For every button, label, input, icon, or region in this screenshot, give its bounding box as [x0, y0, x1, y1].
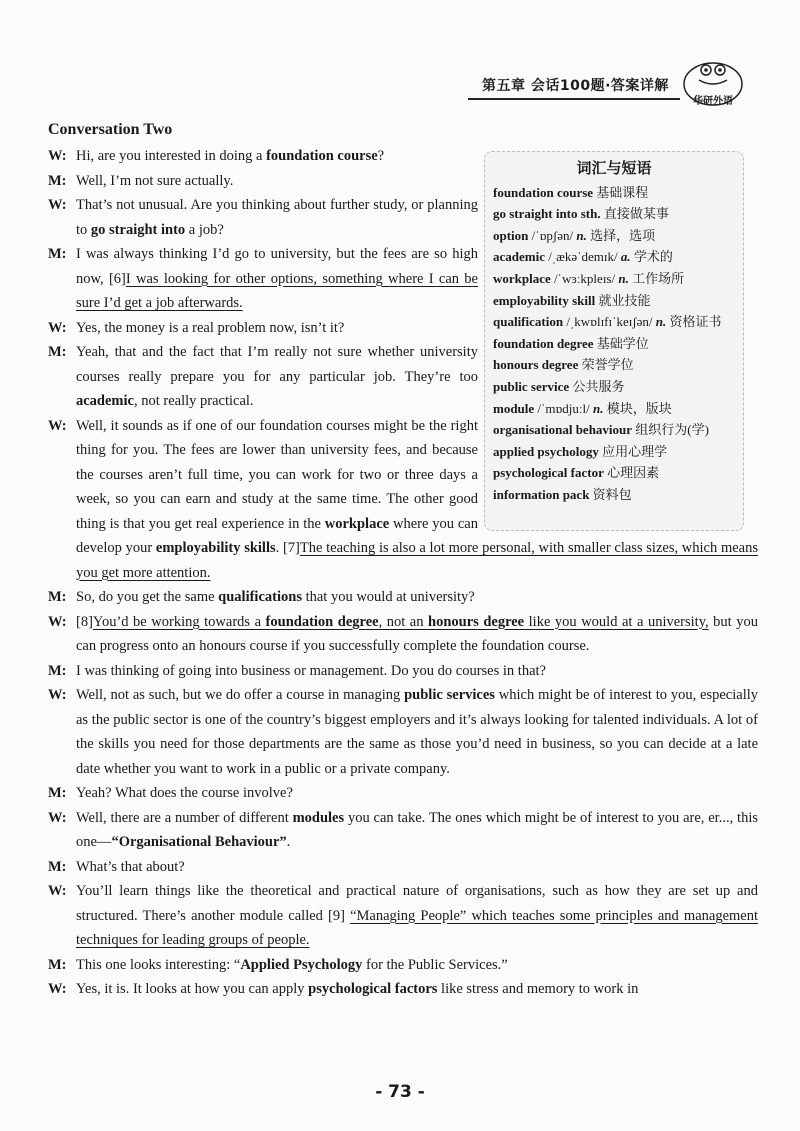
vocab-definition: 工作场所 — [632, 270, 685, 286]
vocab-term: module — [493, 400, 535, 416]
vocab-phonetic: /ˌækəˈdemɪk/ — [548, 249, 618, 265]
underlined-answer: foundation degree — [265, 613, 379, 630]
speaker-label: W: — [48, 981, 67, 997]
underlined-answer: , not an — [378, 613, 429, 630]
chapter-title: 第五章 会话100题·答案详解 — [482, 78, 669, 94]
conversation-transcript — [48, 144, 758, 1002]
dialogue-text: but you can progress onto an honours course if you successfully complete the foundation course. — [76, 613, 758, 654]
dialogue-text: Well, I’m not sure actually. — [76, 172, 234, 189]
dialogue-turn — [48, 659, 758, 684]
dialogue-text: that you would at university? — [301, 589, 475, 605]
header-rule — [468, 98, 680, 100]
vocab-definition: 模块，版块 — [606, 400, 672, 416]
dialogue-turn — [48, 169, 758, 194]
underlined-answer: honours degree — [428, 613, 525, 630]
vocab-term: psychological factor — [493, 465, 604, 481]
dialogue-text: You’ll learn things like the theoretical and practical nature of organisations, such as how they are set up and structured. There’s another module called [9] — [76, 883, 758, 924]
vocab-definition: 组织行为(学) — [635, 422, 709, 438]
page-number: - 73 - — [375, 1082, 425, 1102]
vocab-definition: 直接做某事 — [603, 206, 669, 222]
vocab-term: qualification — [493, 314, 564, 330]
vocab-phonetic: /ˈɒpʃən/ — [531, 227, 574, 243]
dialogue-turn — [48, 193, 758, 242]
dialogue-text: where you can develop your — [76, 515, 478, 556]
vocab-term: foundation degree — [493, 335, 594, 351]
vocab-term: academic — [493, 249, 545, 265]
vocab-definition: 公共服务 — [572, 378, 625, 394]
vocab-term: workplace — [493, 270, 551, 286]
dialogue-text: a job? — [185, 221, 224, 238]
section-title: Conversation Two — [48, 121, 173, 138]
vocab-definition: 基础学位 — [596, 335, 649, 351]
key-term: workplace — [324, 515, 390, 532]
dialogue-text: I was always thinking I’d go to university, but the fees are so high now, [6] — [76, 246, 478, 287]
dialogue-turn — [48, 855, 758, 880]
key-term: qualifications — [218, 589, 302, 605]
dialogue-text: [8] — [76, 613, 93, 630]
speaker-label: M: — [48, 858, 67, 875]
vocab-definition: 选择，选项 — [590, 227, 656, 243]
dialogue-text: Well, not as such, but we do offer a course in managing — [76, 687, 405, 703]
logo-text: 华研外语 — [693, 96, 733, 107]
dialogue-text: What’s that about? — [76, 858, 185, 875]
publisher-logo — [682, 60, 744, 108]
dialogue-text: . [7] — [275, 540, 300, 556]
vocab-definition: 应用心理学 — [602, 443, 668, 459]
key-term: public services — [404, 687, 495, 703]
vocab-phonetic: /ˈmɒdjuːl/ — [537, 400, 590, 416]
dialogue-turn — [48, 316, 758, 341]
dialogue-text: Hi, are you interested in doing a — [76, 148, 267, 164]
dialogue-text: which might be of interest to you, especially as the public sector is one of the country’s biggest employers and it’s always looking for talented individuals. A lot of the skills you need for those departments are the same as those you’d need in business, so you can decide at a late date whether you want to work in a public or a private company. — [76, 687, 759, 777]
vocab-part-of-speech: n. — [618, 270, 629, 286]
dialogue-turn — [48, 414, 758, 586]
key-term: academic — [76, 393, 134, 409]
vocab-term: honours degree — [493, 357, 579, 373]
key-term: “Organisational Behaviour” — [111, 834, 287, 850]
dialogue-text: Yeah, that and the fact that I’m really not sure whether university courses really prepare you for any particular job. They’re too — [76, 344, 478, 385]
vocab-part-of-speech: n. — [592, 400, 604, 416]
dialogue-text: This one looks interesting: “ — [76, 956, 241, 973]
dialogue-turn — [48, 781, 758, 806]
dialogue-text: Yes, the money is a real problem now, isn’t it? — [76, 319, 345, 336]
dialogue-text: Yes, it is. It looks at how you can apply — [76, 981, 309, 997]
speaker-label: W: — [48, 148, 67, 164]
vocab-term: public service — [493, 378, 570, 394]
vocab-term: information pack — [493, 486, 590, 502]
vocab-term: foundation course — [493, 184, 594, 200]
dialogue-text: Well, there are a number of different — [76, 809, 293, 826]
speaker-label: W: — [48, 883, 67, 899]
vocab-definition: 资料包 — [592, 486, 632, 502]
vocab-term: organisational behaviour — [493, 422, 633, 438]
key-term: employability skills — [155, 540, 276, 556]
dialogue-text: you can take. The ones which might be of interest to you are, er..., this one— — [76, 809, 758, 850]
underlined-answer: “Managing People” which teaches some principles and management techniques for leading groups of people. — [76, 907, 758, 948]
key-term: go straight into — [90, 221, 186, 238]
speaker-label: M: — [48, 589, 67, 605]
speaker-label: W: — [48, 197, 67, 213]
dialogue-turn — [48, 144, 758, 169]
dialogue-turn — [48, 879, 758, 953]
speaker-label: W: — [48, 417, 67, 434]
dialogue-turn — [48, 585, 758, 610]
vocab-phonetic: /ˌkwɒlɪfɪˈkeɪʃən/ — [566, 314, 653, 330]
vocab-part-of-speech: n. — [576, 227, 587, 243]
dialogue-text: . — [286, 834, 291, 850]
vocab-definition: 心理因素 — [607, 465, 660, 481]
dialogue-turn — [48, 610, 758, 659]
vocab-part-of-speech: a. — [620, 249, 631, 265]
dialogue-text: That’s not unusual. Are you thinking about further study, or planning to — [76, 197, 478, 238]
speaker-label: W: — [48, 319, 67, 336]
dialogue-text: Well, it sounds as if one of our foundation courses might be the right thing for you. The fees are lower than university fees, and because the courses aren’t full time, you can work for two or three days a week, so you can earn and study at the same time. The other good thing is that you get real experience in the — [76, 417, 478, 532]
dialogue-text: for the Public Services.” — [362, 956, 508, 973]
speaker-label: M: — [48, 662, 67, 679]
underlined-answer: The teaching is also a lot more personal, with smaller class sizes, which means you get more attention. — [76, 540, 758, 581]
speaker-label: M: — [48, 956, 67, 973]
key-term: psychological factors — [308, 981, 438, 997]
dialogue-text: I was thinking of going into business or management. Do you do courses in that? — [76, 662, 546, 679]
vocab-definition: 荣誉学位 — [581, 357, 634, 373]
underlined-answer: You’d be working towards a — [92, 613, 266, 630]
dialogue-turn — [48, 953, 758, 978]
vocab-phonetic: /ˈwɜːkpleɪs/ — [554, 270, 616, 286]
key-term: modules — [292, 809, 345, 826]
page-header — [0, 72, 800, 112]
key-term: Applied Psychology — [240, 956, 363, 973]
speaker-label: M: — [48, 246, 67, 262]
vocab-definition: 资格证书 — [669, 314, 722, 330]
dialogue-text: ? — [377, 148, 385, 164]
dialogue-turn — [48, 242, 758, 316]
dialogue-text: like stress and memory to work in — [437, 981, 639, 997]
dialogue-text: So, do you get the same — [76, 589, 219, 605]
vocab-definition: 学术的 — [633, 249, 673, 265]
speaker-label: M: — [48, 344, 67, 360]
vocab-definition: 基础课程 — [596, 184, 649, 200]
underlined-answer: I was looking for other options, something where I can be sure I’d get a job afterwards. — [76, 270, 478, 311]
vocab-term: applied psychology — [493, 443, 599, 459]
vocab-term: option — [493, 227, 529, 243]
vocab-part-of-speech: n. — [655, 314, 667, 330]
speaker-label: W: — [48, 687, 67, 703]
vocab-term: go straight into sth. — [493, 206, 601, 222]
underlined-answer: like you would at a university, — [524, 613, 709, 630]
speaker-label: W: — [48, 613, 67, 630]
dialogue-text: Yeah? What does the course involve? — [76, 785, 293, 801]
speaker-label: M: — [48, 172, 67, 189]
speaker-label: M: — [48, 785, 67, 801]
dialogue-turn — [48, 340, 758, 414]
dialogue-turn — [48, 806, 758, 855]
dialogue-text: , not really practical. — [133, 393, 254, 409]
vocab-term: employability skill — [493, 292, 596, 308]
speaker-label: W: — [48, 809, 67, 826]
vocab-title: 词汇与短语 — [576, 159, 652, 177]
vocab-definition: 就业技能 — [598, 292, 651, 308]
key-term: foundation course — [266, 148, 378, 164]
dialogue-turn — [48, 977, 758, 1002]
dialogue-turn — [48, 683, 758, 781]
